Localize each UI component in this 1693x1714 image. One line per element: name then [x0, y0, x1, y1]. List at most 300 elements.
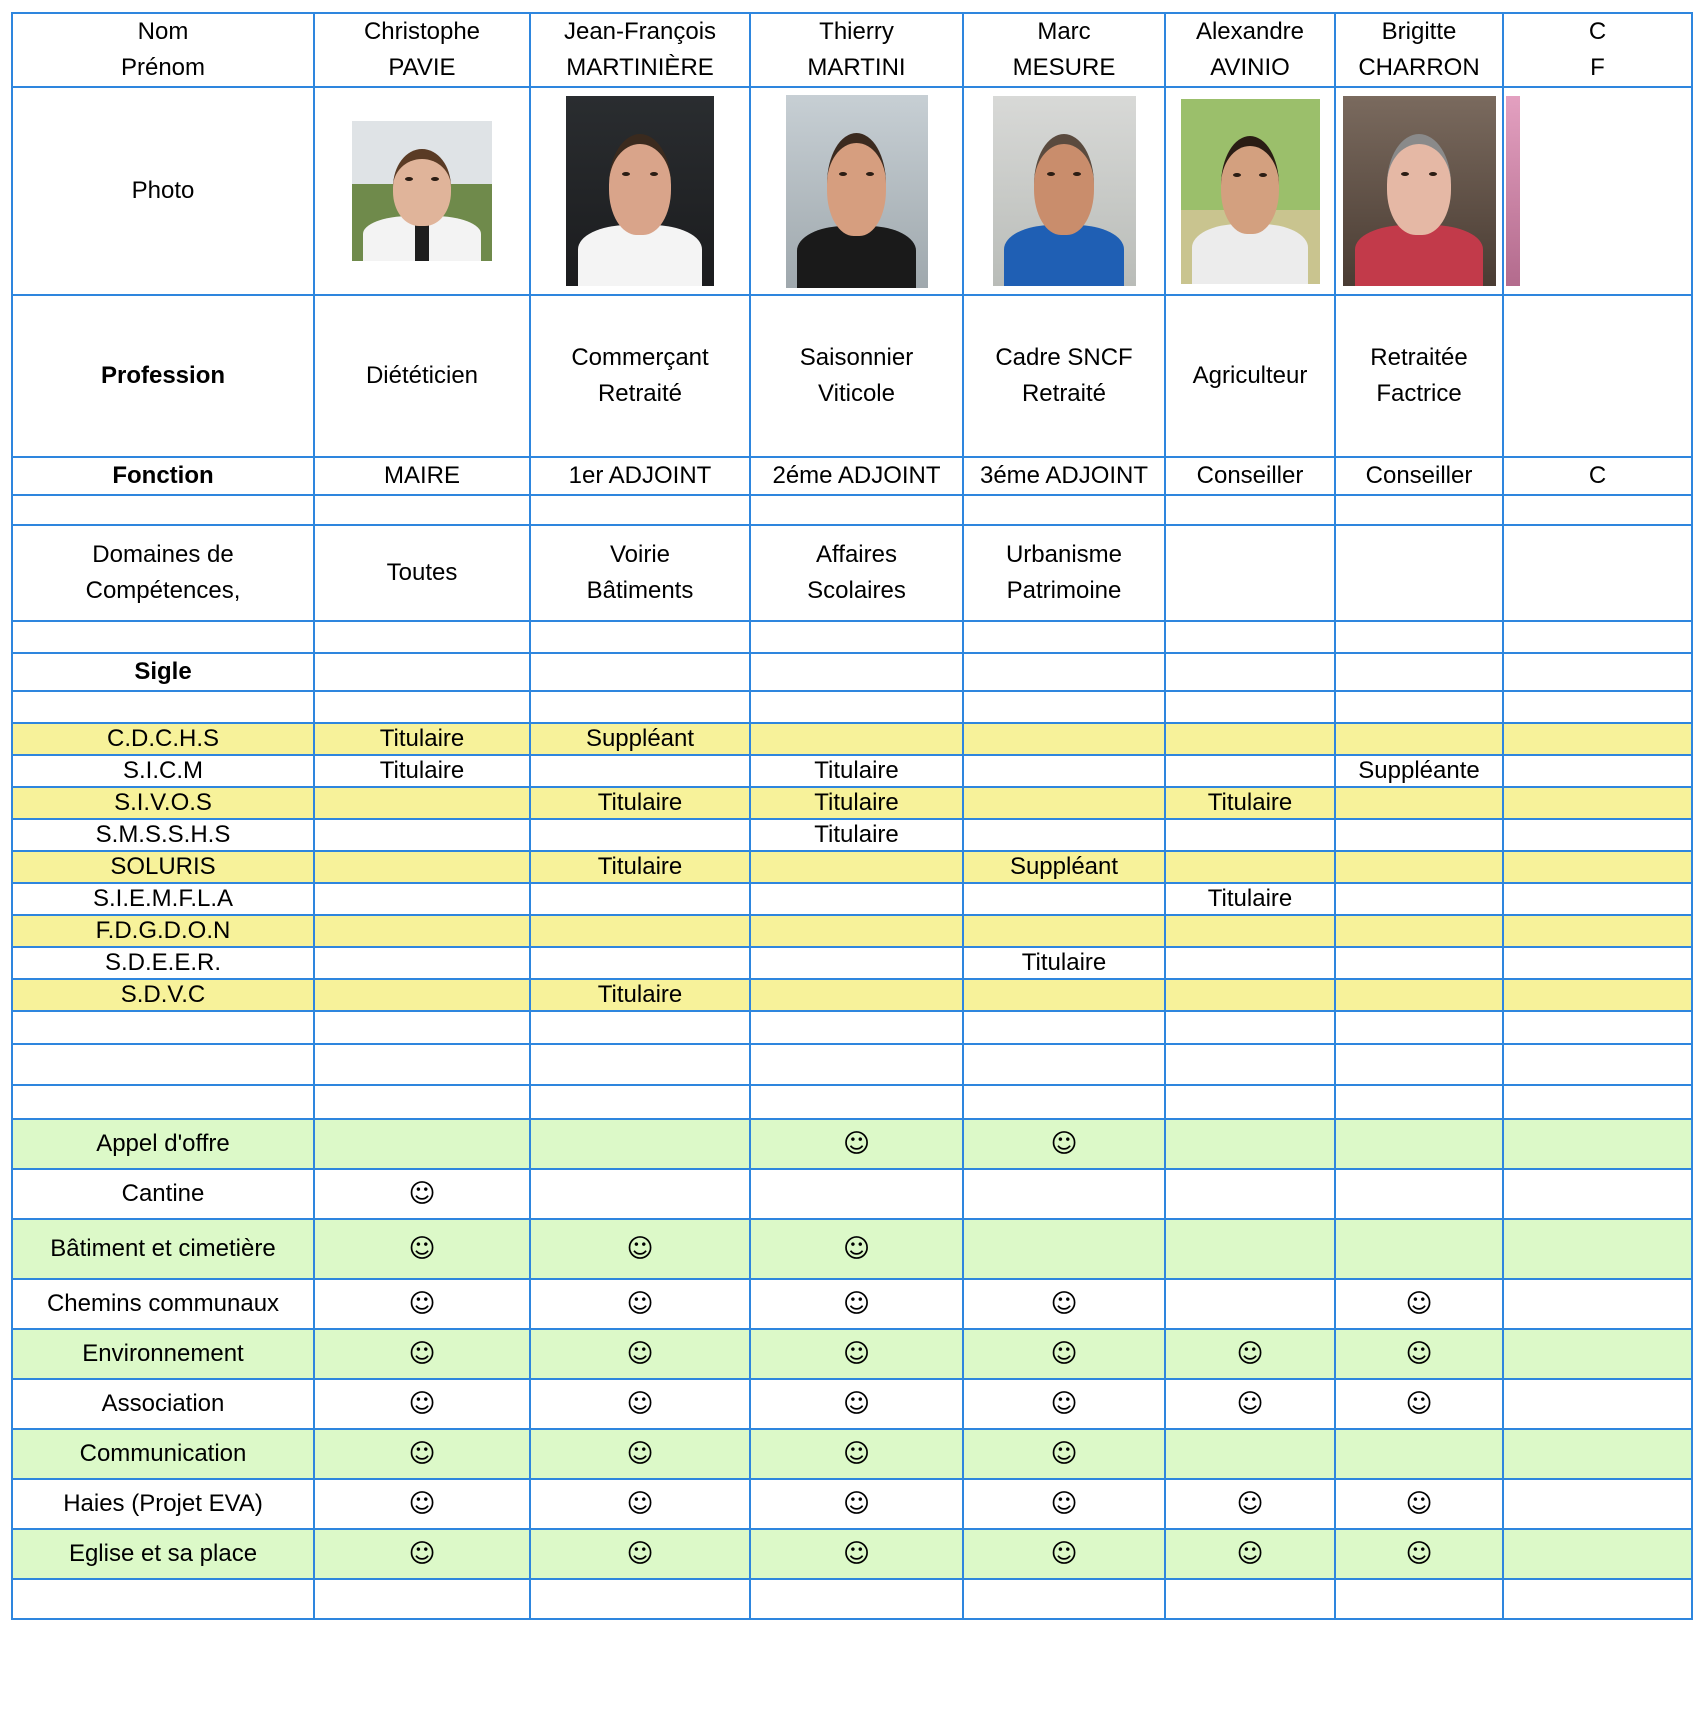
fonction-cell[interactable]: 2éme ADJOINT	[750, 457, 963, 495]
syndicat-role-cell[interactable]	[314, 819, 530, 851]
empty-cell[interactable]	[314, 1085, 530, 1119]
syndicat-name-cell[interactable]: S.D.V.C	[12, 979, 314, 1011]
empty-cell[interactable]	[963, 691, 1165, 723]
commission-mark-cell[interactable]	[530, 1279, 750, 1329]
commission-name-cell[interactable]: Haies (Projet EVA)	[12, 1479, 314, 1529]
commission-mark-cell[interactable]	[1335, 1219, 1503, 1279]
empty-cell[interactable]	[12, 1011, 314, 1044]
commission-mark-cell[interactable]	[963, 1379, 1165, 1429]
empty-cell[interactable]	[530, 1579, 750, 1619]
commission-mark-cell[interactable]	[1165, 1529, 1335, 1579]
syndicat-role-cell[interactable]	[963, 723, 1165, 755]
empty-cell[interactable]	[963, 1579, 1165, 1619]
spacer-row	[12, 691, 1692, 723]
fonction-cell[interactable]: C	[1503, 457, 1692, 495]
empty-cell[interactable]	[12, 621, 314, 653]
syndicat-role-cell[interactable]	[963, 755, 1165, 787]
empty-cell[interactable]	[963, 1044, 1165, 1085]
domaines-cell[interactable]	[1503, 525, 1692, 621]
person-name-cell[interactable]	[1335, 13, 1503, 87]
profession-cell[interactable]	[1335, 295, 1503, 457]
commission-name-cell[interactable]: Association	[12, 1379, 314, 1429]
syndicat-role-cell[interactable]	[1503, 979, 1692, 1011]
commission-name-cell[interactable]: Appel d'offre	[12, 1119, 314, 1169]
syndicat-role-cell[interactable]	[750, 851, 963, 883]
commission-mark-cell[interactable]	[1335, 1279, 1503, 1329]
empty-cell[interactable]	[314, 1044, 530, 1085]
syndicat-role-cell[interactable]	[1335, 947, 1503, 979]
person-name-line-2: PAVIE	[388, 54, 456, 81]
commission-mark-cell[interactable]	[530, 1429, 750, 1479]
sigle-row	[12, 653, 1692, 691]
empty-cell[interactable]	[314, 621, 530, 653]
profession-cell[interactable]	[1503, 295, 1692, 457]
smiley-face-icon: ☺	[408, 1288, 436, 1319]
person-name-cell[interactable]	[963, 13, 1165, 87]
fonction-cell[interactable]: Conseiller	[1165, 457, 1335, 495]
commission-mark-cell[interactable]	[750, 1479, 963, 1529]
empty-cell[interactable]	[963, 621, 1165, 653]
syndicat-row	[12, 787, 1692, 819]
syndicat-role-cell[interactable]	[1503, 755, 1692, 787]
sigle-cell[interactable]	[750, 653, 963, 691]
fonction-cell[interactable]: 1er ADJOINT	[530, 457, 750, 495]
domaines-line-1: Affaires	[816, 541, 897, 568]
commission-mark-cell[interactable]	[530, 1219, 750, 1279]
empty-cell[interactable]	[1165, 1011, 1335, 1044]
syndicat-role-cell[interactable]	[750, 915, 963, 947]
empty-cell[interactable]	[750, 621, 963, 653]
empty-cell[interactable]	[1335, 691, 1503, 723]
empty-cell[interactable]	[530, 621, 750, 653]
sigle-cell[interactable]	[1503, 653, 1692, 691]
empty-cell[interactable]	[1503, 691, 1692, 723]
commission-mark-cell[interactable]	[530, 1479, 750, 1529]
empty-cell[interactable]	[1503, 495, 1692, 525]
empty-cell[interactable]	[314, 1579, 530, 1619]
commission-mark-cell[interactable]	[530, 1329, 750, 1379]
empty-cell[interactable]	[314, 1011, 530, 1044]
syndicat-role-cell[interactable]: Suppléant	[530, 723, 750, 755]
commission-mark-cell[interactable]	[963, 1169, 1165, 1219]
smiley-face-icon: ☺	[842, 1338, 871, 1369]
commission-mark-cell[interactable]	[1335, 1529, 1503, 1579]
syndicat-role-cell[interactable]	[314, 851, 530, 883]
syndicat-role-cell[interactable]: Titulaire	[530, 787, 750, 819]
syndicat-role-cell[interactable]	[963, 787, 1165, 819]
person-photo-image	[352, 121, 492, 261]
commission-mark-cell[interactable]	[314, 1429, 530, 1479]
commission-mark-cell[interactable]	[1165, 1279, 1335, 1329]
profession-line-2: Viticole	[818, 380, 895, 407]
person-name-line-2: MARTINI	[807, 54, 906, 81]
empty-cell[interactable]	[750, 1579, 963, 1619]
sigle-cell[interactable]	[963, 653, 1165, 691]
person-name-line-1: Brigitte	[1381, 18, 1457, 45]
syndicat-role-cell[interactable]	[314, 883, 530, 915]
commission-mark-cell[interactable]	[963, 1479, 1165, 1529]
smiley-face-icon: ☺	[1236, 1488, 1264, 1519]
syndicat-name-cell[interactable]: F.D.G.D.O.N	[12, 915, 314, 947]
syndicat-role-cell[interactable]	[1335, 883, 1503, 915]
syndicat-role-cell[interactable]	[1165, 819, 1335, 851]
smiley-face-icon: ☺	[1405, 1488, 1433, 1519]
syndicat-role-cell[interactable]	[1165, 851, 1335, 883]
commission-mark-cell[interactable]	[963, 1429, 1165, 1479]
empty-cell[interactable]	[12, 1579, 314, 1619]
domaines-label-line-1: Domaines de	[92, 541, 234, 568]
person-name-line-2: F	[1590, 54, 1605, 81]
profession-line-1: Retraitée	[1370, 344, 1468, 371]
profession-cell[interactable]	[1165, 295, 1335, 457]
person-name-line-1: Alexandre	[1195, 18, 1305, 45]
syndicat-row	[12, 883, 1692, 915]
person-name-cell[interactable]	[530, 13, 750, 87]
commission-mark-cell[interactable]	[1503, 1119, 1692, 1169]
syndicat-role-cell[interactable]: Titulaire	[530, 851, 750, 883]
commission-name-cell[interactable]: Communication	[12, 1429, 314, 1479]
syndicat-role-cell[interactable]	[1335, 819, 1503, 851]
syndicat-role-cell[interactable]: Titulaire	[750, 755, 963, 787]
empty-cell[interactable]	[530, 1044, 750, 1085]
empty-cell[interactable]	[1503, 1579, 1692, 1619]
commission-mark-cell[interactable]	[1165, 1169, 1335, 1219]
syndicat-role-cell[interactable]: Titulaire	[1165, 787, 1335, 819]
syndicat-role-cell[interactable]	[1335, 723, 1503, 755]
person-photo-image	[1506, 96, 1520, 286]
syndicat-role-cell[interactable]	[314, 979, 530, 1011]
commission-mark-cell[interactable]	[1335, 1169, 1503, 1219]
syndicat-name-cell[interactable]: S.I.C.M	[12, 755, 314, 787]
council-members-table	[11, 12, 1693, 1620]
commission-mark-cell[interactable]	[1503, 1169, 1692, 1219]
syndicat-role-cell[interactable]: Titulaire	[963, 947, 1165, 979]
syndicat-role-cell[interactable]	[963, 915, 1165, 947]
empty-cell[interactable]	[750, 1011, 963, 1044]
syndicat-name-cell[interactable]: S.D.E.E.R.	[12, 947, 314, 979]
commission-mark-cell[interactable]	[314, 1219, 530, 1279]
commission-mark-cell[interactable]	[963, 1529, 1165, 1579]
smiley-face-icon: ☺	[1050, 1288, 1078, 1319]
commission-name-cell[interactable]: Chemins communaux	[12, 1279, 314, 1329]
syndicat-role-cell[interactable]	[1335, 787, 1503, 819]
fonction-row	[12, 457, 1692, 495]
empty-cell[interactable]	[1335, 1044, 1503, 1085]
domaines-line-1: Voirie	[609, 541, 671, 568]
syndicat-role-cell[interactable]: Titulaire	[750, 787, 963, 819]
fonction-cell[interactable]: MAIRE	[314, 457, 530, 495]
profession-line-1: Diététicien	[365, 362, 479, 389]
syndicat-role-cell[interactable]	[1165, 915, 1335, 947]
commission-mark-cell[interactable]	[750, 1169, 963, 1219]
commission-name-cell[interactable]: Eglise et sa place	[12, 1529, 314, 1579]
sigle-cell[interactable]	[314, 653, 530, 691]
syndicat-role-cell[interactable]	[314, 947, 530, 979]
domaines-line-2: Scolaires	[807, 577, 906, 604]
empty-cell[interactable]	[1503, 1085, 1692, 1119]
empty-cell[interactable]	[530, 691, 750, 723]
syndicat-role-cell[interactable]: Titulaire	[1165, 883, 1335, 915]
commission-mark-cell[interactable]	[1165, 1429, 1335, 1479]
syndicat-role-cell[interactable]	[750, 979, 963, 1011]
commission-mark-cell[interactable]	[1503, 1219, 1692, 1279]
empty-cell[interactable]	[1335, 1085, 1503, 1119]
domaines-line-2: Patrimoine	[1006, 577, 1122, 604]
header-label-cell[interactable]	[12, 13, 314, 87]
empty-cell[interactable]	[1165, 495, 1335, 525]
syndicat-role-cell[interactable]: Titulaire	[530, 979, 750, 1011]
empty-cell[interactable]	[1165, 1579, 1335, 1619]
syndicat-role-cell[interactable]	[1335, 851, 1503, 883]
photo-cell	[314, 87, 530, 295]
smiley-face-icon: ☺	[842, 1388, 871, 1419]
empty-cell[interactable]	[1165, 1085, 1335, 1119]
empty-cell[interactable]	[1165, 1044, 1335, 1085]
syndicat-role-cell[interactable]	[530, 755, 750, 787]
empty-cell[interactable]	[314, 691, 530, 723]
smiley-face-icon: ☺	[842, 1488, 871, 1519]
commission-mark-cell[interactable]	[1335, 1479, 1503, 1529]
commission-mark-cell[interactable]	[314, 1329, 530, 1379]
syndicat-role-cell[interactable]	[963, 979, 1165, 1011]
commission-mark-cell[interactable]	[1335, 1379, 1503, 1429]
profession-label-cell[interactable]: Profession	[12, 295, 314, 457]
empty-cell[interactable]	[1165, 621, 1335, 653]
syndicat-role-cell[interactable]: Titulaire	[314, 755, 530, 787]
syndicat-role-cell[interactable]	[1335, 979, 1503, 1011]
syndicat-name-cell[interactable]: C.D.C.H.S	[12, 723, 314, 755]
commission-mark-cell[interactable]	[530, 1379, 750, 1429]
empty-cell[interactable]	[963, 1085, 1165, 1119]
commission-mark-cell[interactable]	[963, 1119, 1165, 1169]
commission-mark-cell[interactable]	[1165, 1219, 1335, 1279]
syndicat-role-cell[interactable]	[1165, 947, 1335, 979]
photo-label-cell[interactable]: Photo	[12, 87, 314, 295]
fonction-cell[interactable]: Conseiller	[1335, 457, 1503, 495]
person-name-cell[interactable]	[1165, 13, 1335, 87]
syndicat-row	[12, 723, 1692, 755]
sigle-cell[interactable]	[530, 653, 750, 691]
person-name-cell[interactable]	[750, 13, 963, 87]
commission-mark-cell[interactable]	[1503, 1329, 1692, 1379]
domaines-line-1: Urbanisme	[1005, 541, 1123, 568]
syndicat-role-cell[interactable]	[1503, 851, 1692, 883]
photo-cell	[1503, 87, 1692, 295]
syndicat-name-cell[interactable]: S.M.S.S.H.S	[12, 819, 314, 851]
empty-cell[interactable]	[963, 495, 1165, 525]
commission-mark-cell[interactable]	[1335, 1119, 1503, 1169]
empty-cell[interactable]	[963, 1011, 1165, 1044]
commission-mark-cell[interactable]	[1503, 1479, 1692, 1529]
commission-name-cell[interactable]: Cantine	[12, 1169, 314, 1219]
syndicat-role-cell[interactable]: Suppléant	[963, 851, 1165, 883]
empty-cell[interactable]	[1335, 1579, 1503, 1619]
empty-cell[interactable]	[750, 1044, 963, 1085]
syndicat-row	[12, 755, 1692, 787]
syndicat-role-cell[interactable]: Suppléante	[1335, 755, 1503, 787]
smiley-face-icon: ☺	[1236, 1338, 1264, 1369]
syndicat-role-cell[interactable]	[314, 787, 530, 819]
domaines-line-1: Toutes	[386, 559, 458, 586]
commission-mark-cell[interactable]	[750, 1429, 963, 1479]
domaines-cell[interactable]	[1335, 525, 1503, 621]
smiley-face-icon: ☺	[1050, 1388, 1078, 1419]
commission-mark-cell[interactable]	[530, 1119, 750, 1169]
empty-cell[interactable]	[530, 1085, 750, 1119]
empty-cell[interactable]	[1503, 1044, 1692, 1085]
domaines-cell[interactable]	[314, 525, 530, 621]
syndicat-role-cell[interactable]	[750, 947, 963, 979]
syndicat-role-cell[interactable]: Titulaire	[750, 819, 963, 851]
sigle-label-cell[interactable]: Sigle	[12, 653, 314, 691]
syndicat-role-cell[interactable]	[1503, 723, 1692, 755]
commission-row	[12, 1479, 1692, 1529]
person-name-line-1: Marc	[1037, 18, 1091, 45]
commission-mark-cell[interactable]	[1165, 1379, 1335, 1429]
profession-line-2: Factrice	[1376, 380, 1462, 407]
commission-name-cell[interactable]: Bâtiment et cimetière	[12, 1219, 314, 1279]
syndicat-row	[12, 915, 1692, 947]
commission-mark-cell[interactable]	[750, 1279, 963, 1329]
syndicat-row	[12, 851, 1692, 883]
smiley-face-icon: ☺	[842, 1128, 871, 1159]
commission-mark-cell[interactable]	[963, 1219, 1165, 1279]
photo-cell	[530, 87, 750, 295]
person-name-line-2: MARTINIÈRE	[566, 54, 714, 81]
commission-mark-cell[interactable]	[1503, 1429, 1692, 1479]
profession-cell[interactable]	[314, 295, 530, 457]
empty-cell[interactable]	[1335, 621, 1503, 653]
smiley-face-icon: ☺	[408, 1388, 436, 1419]
commission-row	[12, 1329, 1692, 1379]
commission-mark-cell[interactable]	[1165, 1329, 1335, 1379]
profession-line-2: Retraité	[597, 380, 683, 407]
empty-cell[interactable]	[1503, 621, 1692, 653]
syndicat-role-cell[interactable]	[1503, 787, 1692, 819]
spacer-row	[12, 1044, 1692, 1085]
syndicat-role-cell[interactable]	[963, 819, 1165, 851]
syndicat-role-cell[interactable]	[1165, 723, 1335, 755]
commission-mark-cell[interactable]	[1503, 1279, 1692, 1329]
commission-mark-cell[interactable]	[1335, 1429, 1503, 1479]
empty-cell[interactable]	[12, 691, 314, 723]
commission-mark-cell[interactable]	[530, 1529, 750, 1579]
empty-cell[interactable]	[530, 495, 750, 525]
empty-cell[interactable]	[12, 1085, 314, 1119]
commission-mark-cell[interactable]	[314, 1529, 530, 1579]
syndicat-role-cell[interactable]	[530, 947, 750, 979]
empty-cell[interactable]	[1335, 495, 1503, 525]
commission-mark-cell[interactable]	[530, 1169, 750, 1219]
empty-cell[interactable]	[1165, 691, 1335, 723]
syndicat-name-cell[interactable]: S.I.E.M.F.L.A	[12, 883, 314, 915]
commission-mark-cell[interactable]	[963, 1279, 1165, 1329]
empty-cell[interactable]	[750, 1085, 963, 1119]
commission-row	[12, 1379, 1692, 1429]
syndicat-role-cell[interactable]	[1165, 979, 1335, 1011]
person-name-line-2: CHARRON	[1358, 54, 1480, 81]
smiley-face-icon: ☺	[626, 1438, 654, 1469]
commission-mark-cell[interactable]	[750, 1379, 963, 1429]
empty-cell[interactable]	[530, 1011, 750, 1044]
smiley-face-icon: ☺	[842, 1288, 871, 1319]
sigle-cell[interactable]	[1165, 653, 1335, 691]
smiley-face-icon: ☺	[408, 1338, 436, 1369]
syndicat-role-cell[interactable]	[1335, 915, 1503, 947]
syndicat-role-cell[interactable]	[1503, 947, 1692, 979]
smiley-face-icon: ☺	[626, 1388, 654, 1419]
person-name-cell[interactable]	[314, 13, 530, 87]
commission-mark-cell[interactable]	[314, 1379, 530, 1429]
empty-cell[interactable]	[750, 495, 963, 525]
syndicat-role-cell[interactable]	[1503, 915, 1692, 947]
commission-mark-cell[interactable]	[1503, 1529, 1692, 1579]
commission-mark-cell[interactable]	[314, 1479, 530, 1529]
empty-cell[interactable]	[12, 1044, 314, 1085]
syndicat-name-cell[interactable]: S.I.V.O.S	[12, 787, 314, 819]
empty-cell[interactable]	[1335, 1011, 1503, 1044]
commission-mark-cell[interactable]	[1165, 1479, 1335, 1529]
person-photo-image	[1343, 96, 1496, 286]
syndicat-role-cell[interactable]	[530, 819, 750, 851]
profession-cell[interactable]	[750, 295, 963, 457]
commission-mark-cell[interactable]	[1335, 1329, 1503, 1379]
domaines-cell[interactable]	[963, 525, 1165, 621]
person-name-cell[interactable]	[1503, 13, 1692, 87]
syndicat-role-cell[interactable]	[530, 915, 750, 947]
commission-mark-cell[interactable]	[963, 1329, 1165, 1379]
domaines-label-cell[interactable]	[12, 525, 314, 621]
empty-cell[interactable]	[12, 495, 314, 525]
profession-row	[12, 295, 1692, 457]
commission-mark-cell[interactable]	[750, 1529, 963, 1579]
empty-cell[interactable]	[314, 495, 530, 525]
commission-mark-cell[interactable]	[750, 1329, 963, 1379]
syndicat-role-cell[interactable]: Titulaire	[314, 723, 530, 755]
photo-cell	[1165, 87, 1335, 295]
domaines-cell[interactable]	[1165, 525, 1335, 621]
commission-mark-cell[interactable]	[1503, 1379, 1692, 1429]
commission-mark-cell[interactable]	[314, 1279, 530, 1329]
syndicat-role-cell[interactable]	[750, 883, 963, 915]
syndicat-role-cell[interactable]	[1503, 819, 1692, 851]
syndicat-role-cell[interactable]	[530, 883, 750, 915]
empty-cell[interactable]	[1503, 1011, 1692, 1044]
profession-cell[interactable]	[530, 295, 750, 457]
domaines-cell[interactable]	[750, 525, 963, 621]
fonction-label-cell[interactable]: Fonction	[12, 457, 314, 495]
fonction-cell[interactable]: 3éme ADJOINT	[963, 457, 1165, 495]
commission-name-cell[interactable]: Environnement	[12, 1329, 314, 1379]
domaines-cell[interactable]	[530, 525, 750, 621]
commission-mark-cell[interactable]	[1165, 1119, 1335, 1169]
syndicat-row	[12, 819, 1692, 851]
syndicat-role-cell[interactable]	[750, 723, 963, 755]
profession-line-1: Agriculteur	[1192, 362, 1308, 389]
syndicat-role-cell[interactable]	[1165, 755, 1335, 787]
commission-mark-cell[interactable]	[314, 1119, 530, 1169]
syndicat-role-cell[interactable]	[314, 915, 530, 947]
syndicat-role-cell[interactable]	[1503, 883, 1692, 915]
empty-cell[interactable]	[750, 691, 963, 723]
syndicat-role-cell[interactable]	[963, 883, 1165, 915]
profession-cell[interactable]	[963, 295, 1165, 457]
commission-mark-cell[interactable]	[750, 1219, 963, 1279]
syndicat-name-cell[interactable]: SOLURIS	[12, 851, 314, 883]
commission-mark-cell[interactable]	[750, 1119, 963, 1169]
commission-mark-cell[interactable]	[314, 1169, 530, 1219]
sigle-cell[interactable]	[1335, 653, 1503, 691]
